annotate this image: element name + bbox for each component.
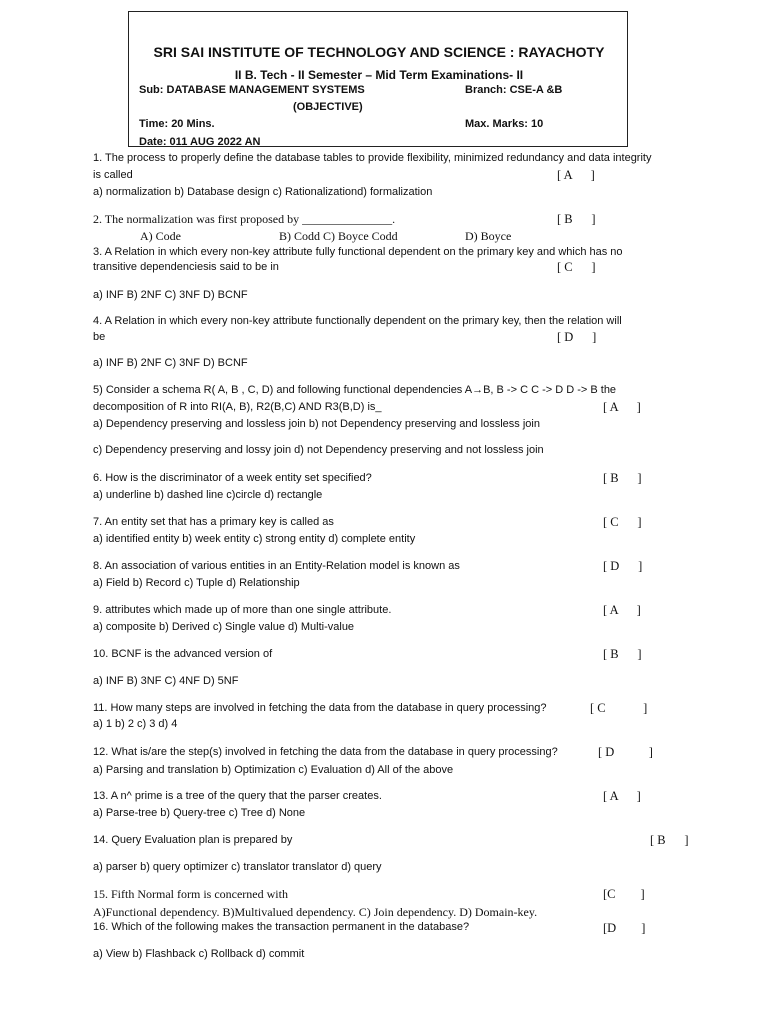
question-16-answer: [D ] xyxy=(603,921,646,935)
date-label: Date: 011 AUG 2022 AN xyxy=(139,136,261,148)
question-1-options: a) normalization b) Database design c) Rationalizationd) formalization xyxy=(93,186,433,198)
question-13-text: 13. A n^ prime is a tree of the query that the parser creates. xyxy=(93,790,382,802)
question-3-answer: [ C ] xyxy=(557,260,596,274)
question-16-text: 16. Which of the following makes the transaction permanent in the database? xyxy=(93,921,470,933)
question-8-text: 8. An association of various entities in an Entity-Relation model is known as xyxy=(93,560,460,572)
subject-label: Sub: DATABASE MANAGEMENT SYSTEMS xyxy=(139,84,365,96)
question-6-options: a) underline b) dashed line c)circle d) rectangle xyxy=(93,489,323,501)
question-11-text: 11. How many steps are involved in fetching the data from the database in query processing? xyxy=(93,702,547,714)
question-1-answer: [ A ] xyxy=(557,168,595,182)
question-4-options: a) INF B) 2NF C) 3NF D) BCNF xyxy=(93,357,248,369)
question-1-text-cont: is called xyxy=(93,169,133,181)
question-3-text-cont: transitive dependenciesis said to be in xyxy=(93,261,279,273)
question-15-options: A)Functional dependency. B)Multivalued dependency. C) Join dependency. D) Domain-key. xyxy=(93,905,538,919)
marks-label: Max. Marks: 10 xyxy=(465,118,544,130)
question-2-option-d: D) Boyce xyxy=(465,229,512,243)
question-3-options: a) INF B) 2NF C) 3NF D) BCNF xyxy=(93,289,248,301)
question-7-text: 7. An entity set that has a primary key is called as xyxy=(93,516,334,528)
question-12-text: 12. What is/are the step(s) involved in fetching the data from the database in query processing? xyxy=(93,746,558,758)
question-5-text: 5) Consider a schema R( A, B , C, D) and following functional dependencies A→B, B -> C C -> D D -> B the xyxy=(93,384,617,396)
exam-type: (OBJECTIVE) xyxy=(293,101,363,113)
question-5-options-1: a) Dependency preserving and lossless join b) not Dependency preserving and lossless join xyxy=(93,418,540,430)
question-13-options: a) Parse-tree b) Query-tree c) Tree d) None xyxy=(93,807,306,819)
question-10-options: a) INF B) 3NF C) 4NF D) 5NF xyxy=(93,675,239,687)
time-label: Time: 20 Mins. xyxy=(139,118,215,130)
question-5-options-2: c) Dependency preserving and lossy join d) not Dependency preserving and not lossless join xyxy=(93,444,544,456)
question-15-text: 15. Fifth Normal form is concerned with xyxy=(93,887,288,901)
question-9-text: 9. attributes which made up of more than one single attribute. xyxy=(93,604,392,616)
question-7-answer: [ C ] xyxy=(603,515,642,529)
branch-label: Branch: CSE-A &B xyxy=(465,84,563,96)
question-10-answer: [ B ] xyxy=(603,647,642,661)
question-4-text-cont: be xyxy=(93,331,106,343)
question-13-answer: [ A ] xyxy=(603,789,641,803)
question-9-options: a) composite b) Derived c) Single value d) Multi-value xyxy=(93,621,355,633)
question-16-options: a) View b) Flashback c) Rollback d) commit xyxy=(93,948,305,960)
question-15-answer: [C ] xyxy=(603,887,645,901)
question-11-answer: [ C ] xyxy=(590,701,648,715)
question-14-text: 14. Query Evaluation plan is prepared by xyxy=(93,834,293,846)
question-5-answer: [ A ] xyxy=(603,400,641,414)
question-2-option-a: A) Code xyxy=(140,229,181,243)
question-14-answer: [ B ] xyxy=(650,833,689,847)
exam-header xyxy=(128,11,628,147)
question-11-options: a) 1 b) 2 c) 3 d) 4 xyxy=(93,718,178,730)
question-7-options: a) identified entity b) week entity c) strong entity d) complete entity xyxy=(93,533,416,545)
question-4-text: 4. A Relation in which every non-key attribute functionally dependent on the primary key, then the relation will xyxy=(93,315,622,327)
question-12-answer: [ D ] xyxy=(598,745,653,759)
question-2-answer: [ B ] xyxy=(557,212,596,226)
question-5-text-cont: decomposition of R into RI(A, B), R2(B,C) AND R3(B,D) is_ xyxy=(93,401,382,413)
question-4-answer: [ D ] xyxy=(557,330,597,344)
question-2-option-bc: B) Codd C) Boyce Codd xyxy=(279,229,398,243)
question-10-text: 10. BCNF is the advanced version of xyxy=(93,648,273,660)
question-9-answer: [ A ] xyxy=(603,603,641,617)
question-1-text: 1. The process to properly define the database tables to provide flexibility, minimized redundancy and data integrity xyxy=(93,152,652,164)
question-12-options: a) Parsing and translation b) Optimization c) Evaluation d) All of the above xyxy=(93,764,454,776)
question-14-options: a) parser b) query optimizer c) translator translator d) query xyxy=(93,861,382,873)
question-8-answer: [ D ] xyxy=(603,559,643,573)
question-6-text: 6. How is the discriminator of a week entity set specified? xyxy=(93,472,372,484)
institute-name: SRI SAI INSTITUTE OF TECHNOLOGY AND SCIENCE : RAYACHOTY xyxy=(153,44,605,60)
question-3-text: 3. A Relation in which every non-key attribute fully functional dependent on the primary key and which has no xyxy=(93,246,623,258)
exam-title: II B. Tech - II Semester – Mid Term Examinations- II xyxy=(234,68,524,82)
question-8-options: a) Field b) Record c) Tuple d) Relationship xyxy=(93,577,300,589)
question-2-text: 2. The normalization was first proposed by _______________. xyxy=(93,212,396,226)
question-6-answer: [ B ] xyxy=(603,471,642,485)
